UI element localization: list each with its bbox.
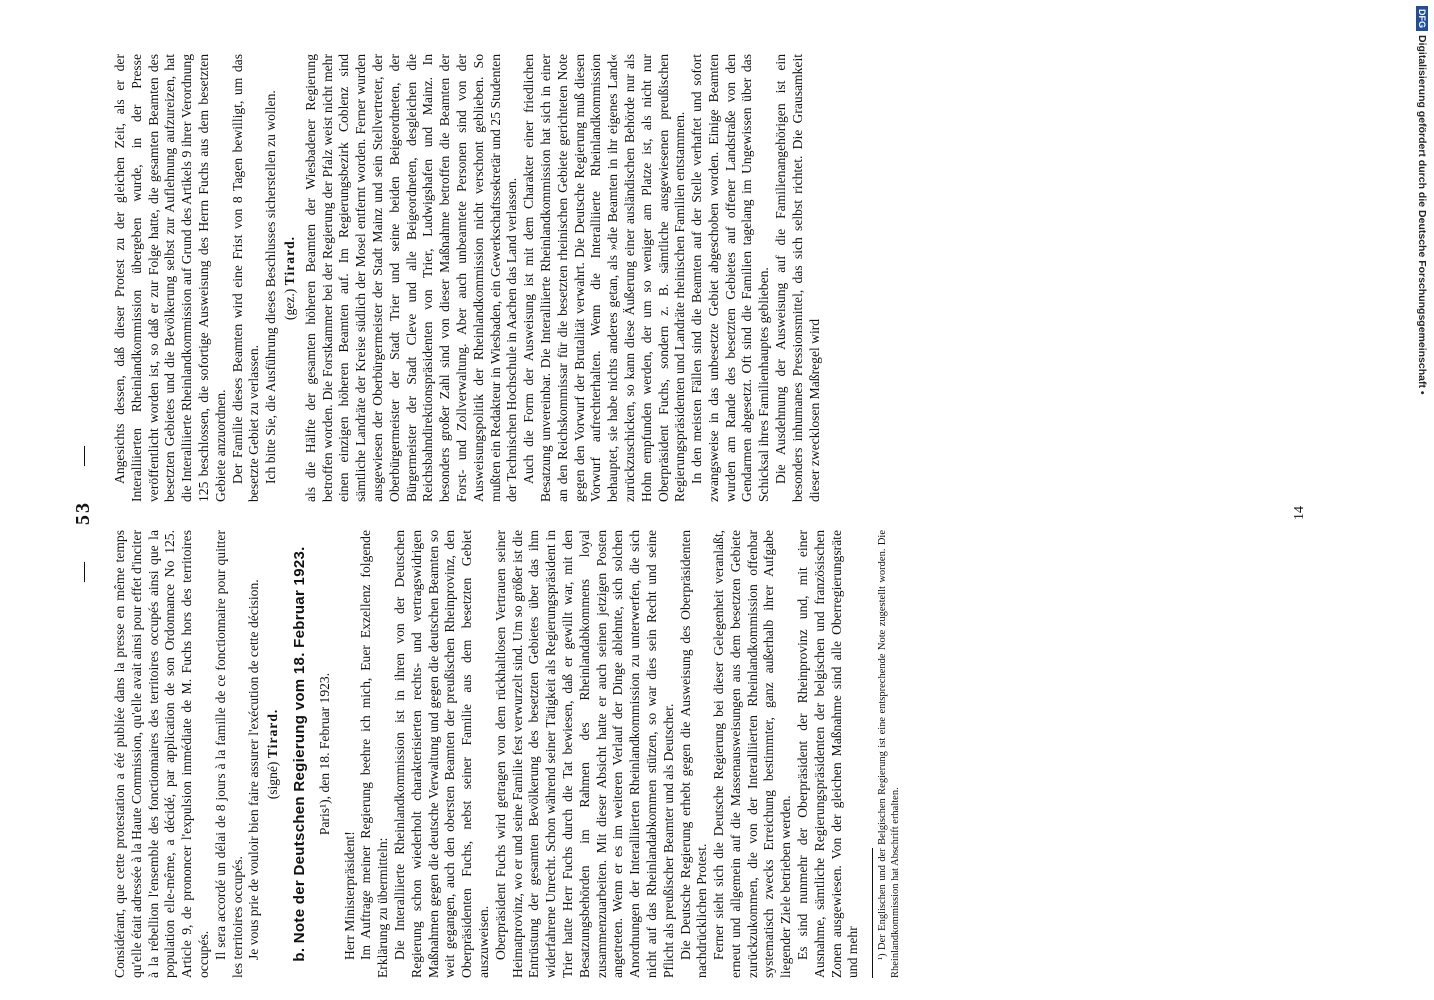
paragraph: Es sind nunmehr der Oberpräsident der Rheinprovinz und, mit einer Ausnahme, sämtliche Regierungspräsidenten der belgischen und französischen Zonen ausgewiesen. Von der gleichen Maßnahme sind alle Oberregierungsräte und mehr — [795, 530, 861, 978]
paragraph: Considérant, que cette protestation a été publiée dans la presse en même temps qu'elle était adressée à la Haute Commission, qu'elle avait ainsi pour effet d'inciter à la rébellion l'ensemble des fonctionnaires des territoires occupés ainsi que la population elle-même, a décidé, par application de son Ordonnance No 125. Article 9, de prononcer l'expulsion immédiate de M. Fuchs hors des territoires occupés. — [112, 530, 211, 978]
paragraph: Il sera accordé un délai de 8 jours à la famille de ce fonctionnaire pour quitter les territoires occupés. — [212, 530, 245, 978]
funding-notice — [1414, 6, 1430, 706]
footnote-divider — [872, 848, 873, 978]
signature-prefix: (signé) — [265, 761, 281, 800]
paragraph: als die Hälfte der gesamten höheren Beamten der Wiesbadener Regierung betroffen worden. Die Forstkammer bei der Regierung der Pfalz weist nicht mehr einen einzigen höheren Beamten auf. Im Regierungsbezirk Coblenz sind sämtliche Landräte der Kreise südlich der Mosel entfernt worden. Ferner wurden ausgewiesen der Oberbürgermeister der Stadt Mainz und sein Stellvertreter, der Oberbürgermeister der Stadt Trier und seine beiden Beigeordneten, der Bürgermeister der Stadt Cleve und alle Beigeordneten, desgleichen die Reichsbahndirektionspräsidenten von Trier, Ludwigshafen und Mainz. In besonders großer Zahl sind von dieser Maßnahme betroffen die Beamten der Forst- und Zollverwaltung. Aber auch unbeamtete Personen sind von der Ausweisungspolitik der Rheinlandkommission nicht verschont geblieben. So mußten ein Redakteur in Wiesbaden, ein Gewerkschaftssekretär und 25 Studenten der Technischen Hochschule in Aachen das Land verlassen. — [302, 54, 520, 502]
signature-line — [265, 530, 282, 978]
left-column — [112, 530, 902, 978]
running-header — [72, 48, 112, 978]
header-dash-right: — — [72, 444, 94, 466]
funding-notice-strip — [1416, 6, 1432, 706]
signature-name: Tirard. — [265, 708, 281, 759]
paragraph: Die Interalliierte Rheinlandkommission ist in ihren von der Deutschen Regierung schon wiederholt charakterisierten rechts- und vertragswidrigen Maßnahmen gegen die deutsche Verwaltung und gegen die deutschen Beamten so weit gegangen, auch den obersten Beamten der preußischen Rheinprovinz, den Oberpräsidenten Fuchs, nebst seiner Familie aus dem besetzten Gebiet auszuweisen. — [391, 530, 491, 978]
paragraph: Ferner sieht sich die Deutsche Regierung bei dieser Gelegenheit veranlaßt, erneut und allgemein auf die Massenausweisungen aus dem besetzten Gebiete zurückzukommen, die von der Interalliierten Rheinlandkommission offenbar systematisch zwecks Erreichung bestimmter, ganz außerhalb ihrer Aufgabe liegender Ziele betrieben werden. — [711, 530, 794, 978]
right-column — [112, 54, 823, 502]
dateline: Paris¹), den 18. Februar 1923. — [316, 672, 332, 836]
paragraph: Angesichts dessen, daß dieser Protest zu der gleichen Zeit, als er der Interalliierten Rheinlandkommission übergeben wurde, in der Presse veröffentlicht worden ist, so daß er zur Folge hatte, die gesamten Beamten des besetzten Gebietes und die Bevölkerung selbst zur Auflehnung aufzureizen, hat die Interalliierte Rheinlandkommission auf Grund des Artikels 9 ihrer Verordnung 125 beschlossen, die sofortige Ausweisung des Herrn Fuchs aus dem besetzten Gebiete anzuordnen. — [112, 54, 228, 502]
text-columns — [112, 48, 1272, 978]
paragraph: Im Auftrage meiner Regierung beehre ich mich, Euer Exzellenz folgende Erklärung zu übermitteln: — [358, 530, 391, 978]
paragraph: Der Familie dieses Beamten wird eine Frist von 8 Tagen bewilligt, um das besetzte Gebiet zu verlassen. — [229, 54, 262, 502]
paragraph: Auch die Form der Ausweisung ist mit dem Charakter einer friedlichen Besatzung unvereinbar. Die Interalliierte Rheinlandkommission hat sich in einer an den Reichskommissar für die besetzten rheinischen Gebiete gerichteten Note gegen den Vorwurf der Brutalität verwahrt. Die Deutsche Regierung muß diesen Vorwurf aufrechterhalten. Wenn die Interalliierte Rheinlandkommission behauptet, sie habe nichts anderes getan, als »die Beamten in ihr eigenes Land« zurückzuschicken, so kann diese Äußerung einer ausländischen Behörde nur als Hohn empfunden werden, der um so weniger am Platze ist, als nicht nur Oberpräsident Fuchs, sondern z. B. sämtliche ausgewiesenen preußischen Regierungspräsidenten und Landräte rheinischen Familien entstammen. — [521, 54, 688, 502]
paragraph: Je vous prie de vouloir bien faire assurer l'exécution de cette décision. — [246, 579, 262, 960]
signature-name: Tirard. — [281, 235, 297, 286]
paragraph: Oberpräsident Fuchs wird getragen von dem rückhaltlosen Vertrauen seiner Heimatprovinz, wo er und seine Familie fest verwurzelt sind. Um so größer ist die Entrüstung der gesamten Bevölkerung des besetzten Gebietes über das ihm widerfahrene Unrecht. Schon während seiner Tätigkeit als Regierungspräsident in Trier hatte Herr Fuchs durch die Tat bewiesen, daß er gewillt war, mit den Besatzungsbehörden im Rahmen des Rheinlandabkommens loyal zusammenzuarbeiten. Mit dieser Absicht hatte er auch seinen jetzigen Posten angetreten. Wenn er es im weiteren Verlauf der Dinge ablehnte, sich solchen Anordnungen der Interalliierten Rheinlandkommission zu unterwerfen, die sich nicht auf das Rheinlandabkommen stützen, so war dies sein Recht und seine Pflicht als preußischer Beamter und als Deutscher. — [492, 530, 676, 978]
paragraph: Die Ausdehnung der Ausweisung auf die Familienangehörigen ist ein besonders inhumanes Pressionsmittel, das sich selbst richtet. Die Grausamkeit dieser zwecklosen Maßregel wird — [773, 54, 822, 502]
folio-number: 14 — [1292, 506, 1307, 520]
rotated-page-content — [72, 48, 1342, 978]
signature-prefix: (gez.) — [281, 288, 297, 321]
page-number: 53 — [72, 501, 94, 525]
funding-notice-text: Digitalisierung gefördert durch die Deutsche Forschungsgemeinschaft • — [1416, 35, 1428, 395]
paragraph: Die Deutsche Regierung erhebt gegen die Ausweisung des Oberpräsidenten nachdrücklichen Protest. — [677, 530, 710, 978]
header-dash-left: — — [72, 560, 94, 582]
footnote: ¹) Der Englischen und der Belgischen Regierung ist eine entsprechende Note zugestellt worden. Die Rheinlandkommission hat Abschrift erhalten. — [877, 530, 901, 978]
section-heading: b. Note der Deutschen Regierung vom 18. Februar 1923. — [290, 546, 308, 962]
salutation: Herr Ministerpräsident! — [341, 831, 357, 960]
paragraph: Ich bitte Sie, die Ausführung dieses Beschlusses sicherstellen zu wollen. — [263, 90, 279, 484]
signature-line — [282, 54, 299, 502]
paragraph: In den meisten Fällen sind die Beamten auf der Stelle verhaftet und sofort zwangsweise in das unbesetzte Gebiet abgeschoben worden. Einige Beamten wurden am Rande des besetzten Gebietes auf offener Landstraße von den Gendarmen abgesetzt. Oft sind die Familien tagelang im Ungewissen über das Schicksal ihres Familienhauptes geblieben. — [689, 54, 772, 502]
dfg-logo: DFG — [1416, 6, 1428, 31]
